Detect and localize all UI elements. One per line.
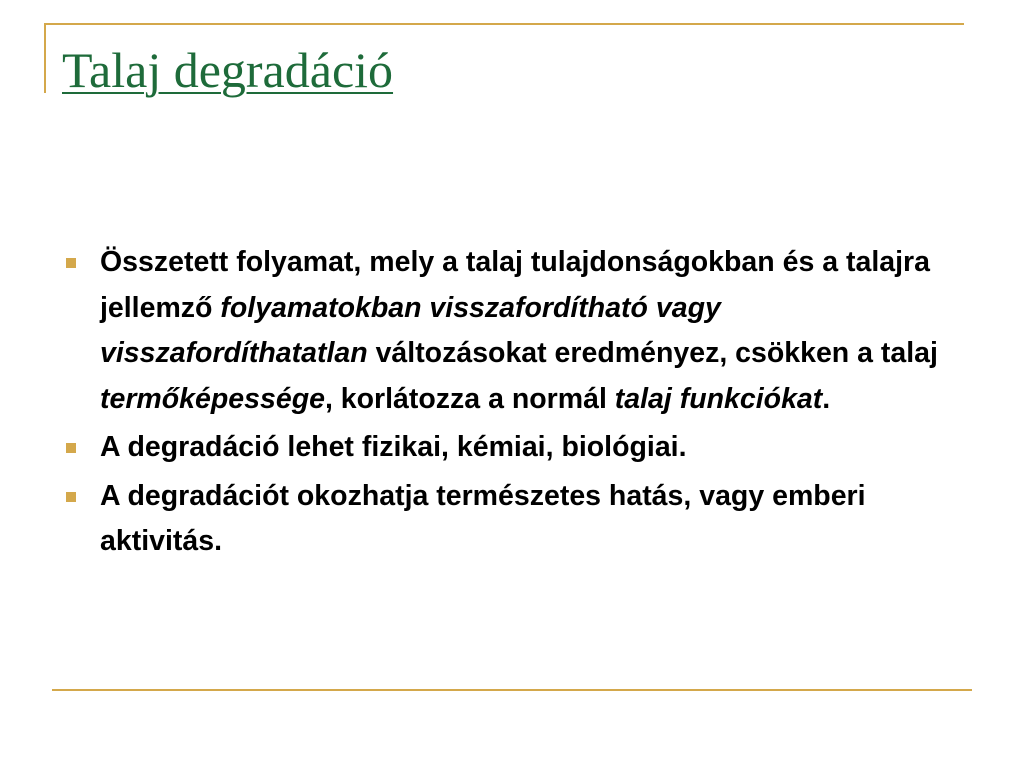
bottom-rule <box>52 689 972 691</box>
italic-text-segment: termőképessége <box>100 382 325 415</box>
text-segment: . <box>822 382 831 415</box>
square-bullet-icon <box>66 258 76 268</box>
bullet-item <box>62 240 942 422</box>
text-segment: változásokat eredményez, csökken a talaj <box>367 337 938 369</box>
square-bullet-icon <box>66 492 76 502</box>
slide-title: Talaj degradáció <box>62 42 394 98</box>
italic-text-segment: talaj funkciókat <box>614 382 823 415</box>
text-segment: , korlátozza a normál <box>324 382 615 415</box>
bullet-list <box>62 240 942 568</box>
text-segment: A degradációt okozhatja természetes hatás, vagy emberi aktivitás. <box>100 479 866 557</box>
left-rule <box>44 23 46 93</box>
bullet-text <box>100 431 687 463</box>
text-segment: Összetett folyamat, mely a talaj tulajdonságokban és a talajra jellemző <box>100 246 930 324</box>
bullet-item <box>62 425 942 471</box>
text-segment: A degradáció lehet fizikai, kémiai, biológiai. <box>100 431 687 463</box>
italic-text-segment: folyamatokban visszafordítható vagy visszafordíthatatlan <box>100 291 721 369</box>
bullet-text <box>100 246 938 415</box>
square-bullet-icon <box>66 443 76 453</box>
bullet-text <box>100 480 866 558</box>
bullet-item <box>62 474 942 565</box>
top-rule <box>44 23 964 25</box>
